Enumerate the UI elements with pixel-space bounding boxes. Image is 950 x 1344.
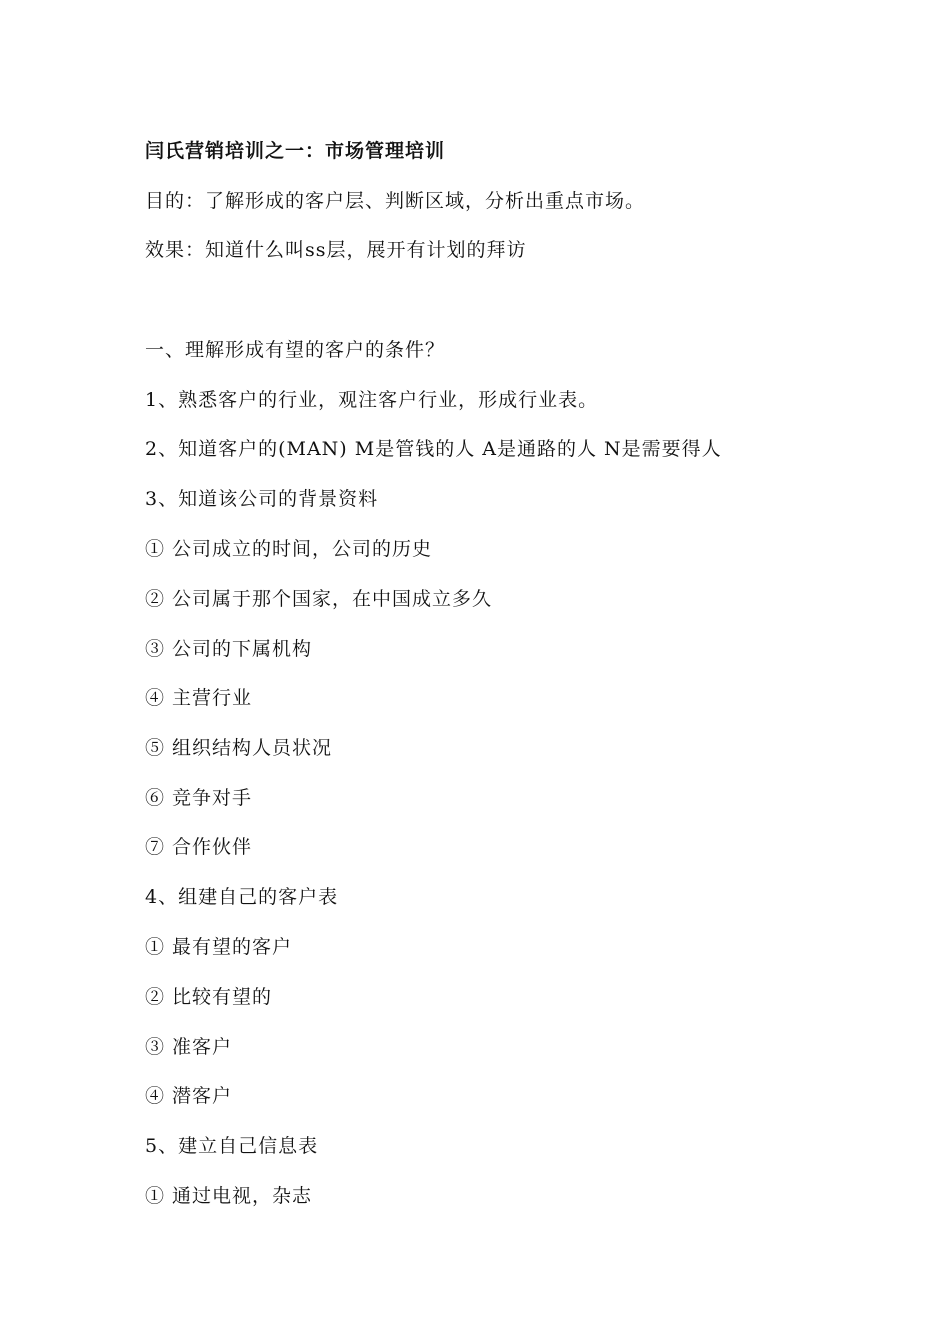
list-item: 5、建立自己信息表 — [145, 1135, 319, 1157]
list-item: 2、知道客户的(MAN) M是管钱的人 A是通路的人 N是需要得人 — [145, 438, 722, 460]
purpose-line: 目的：了解形成的客户层、判断区域，分析出重点市场。 — [145, 190, 646, 212]
list-item: 4、组建自己的客户表 — [145, 886, 339, 908]
list-item: ③ 准客户 — [145, 1036, 233, 1058]
list-item: ④ 潜客户 — [145, 1085, 233, 1107]
list-item: ⑤ 组织结构人员状况 — [145, 737, 333, 759]
list-item: ③ 公司的下属机构 — [145, 638, 313, 660]
list-item: ② 公司属于那个国家，在中国成立多久 — [145, 588, 493, 610]
effect-line: 效果：知道什么叫ss层，展开有计划的拜访 — [145, 239, 527, 261]
list-item: ⑥ 竞争对手 — [145, 787, 253, 809]
list-item: ① 通过电视，杂志 — [145, 1185, 313, 1207]
list-item: 1、熟悉客户的行业，观注客户行业，形成行业表。 — [145, 389, 599, 411]
document-title: 闫氏营销培训之一：市场管理培训 — [145, 140, 446, 162]
list-item: ④ 主营行业 — [145, 687, 253, 709]
section-heading: 一、理解形成有望的客户的条件？ — [145, 339, 446, 361]
list-item: ② 比较有望的 — [145, 986, 273, 1008]
list-item: 3、知道该公司的背景资料 — [145, 488, 379, 510]
list-item: ⑦ 合作伙伴 — [145, 836, 253, 858]
list-item: ① 公司成立的时间，公司的历史 — [145, 538, 433, 560]
list-item: ① 最有望的客户 — [145, 936, 293, 958]
